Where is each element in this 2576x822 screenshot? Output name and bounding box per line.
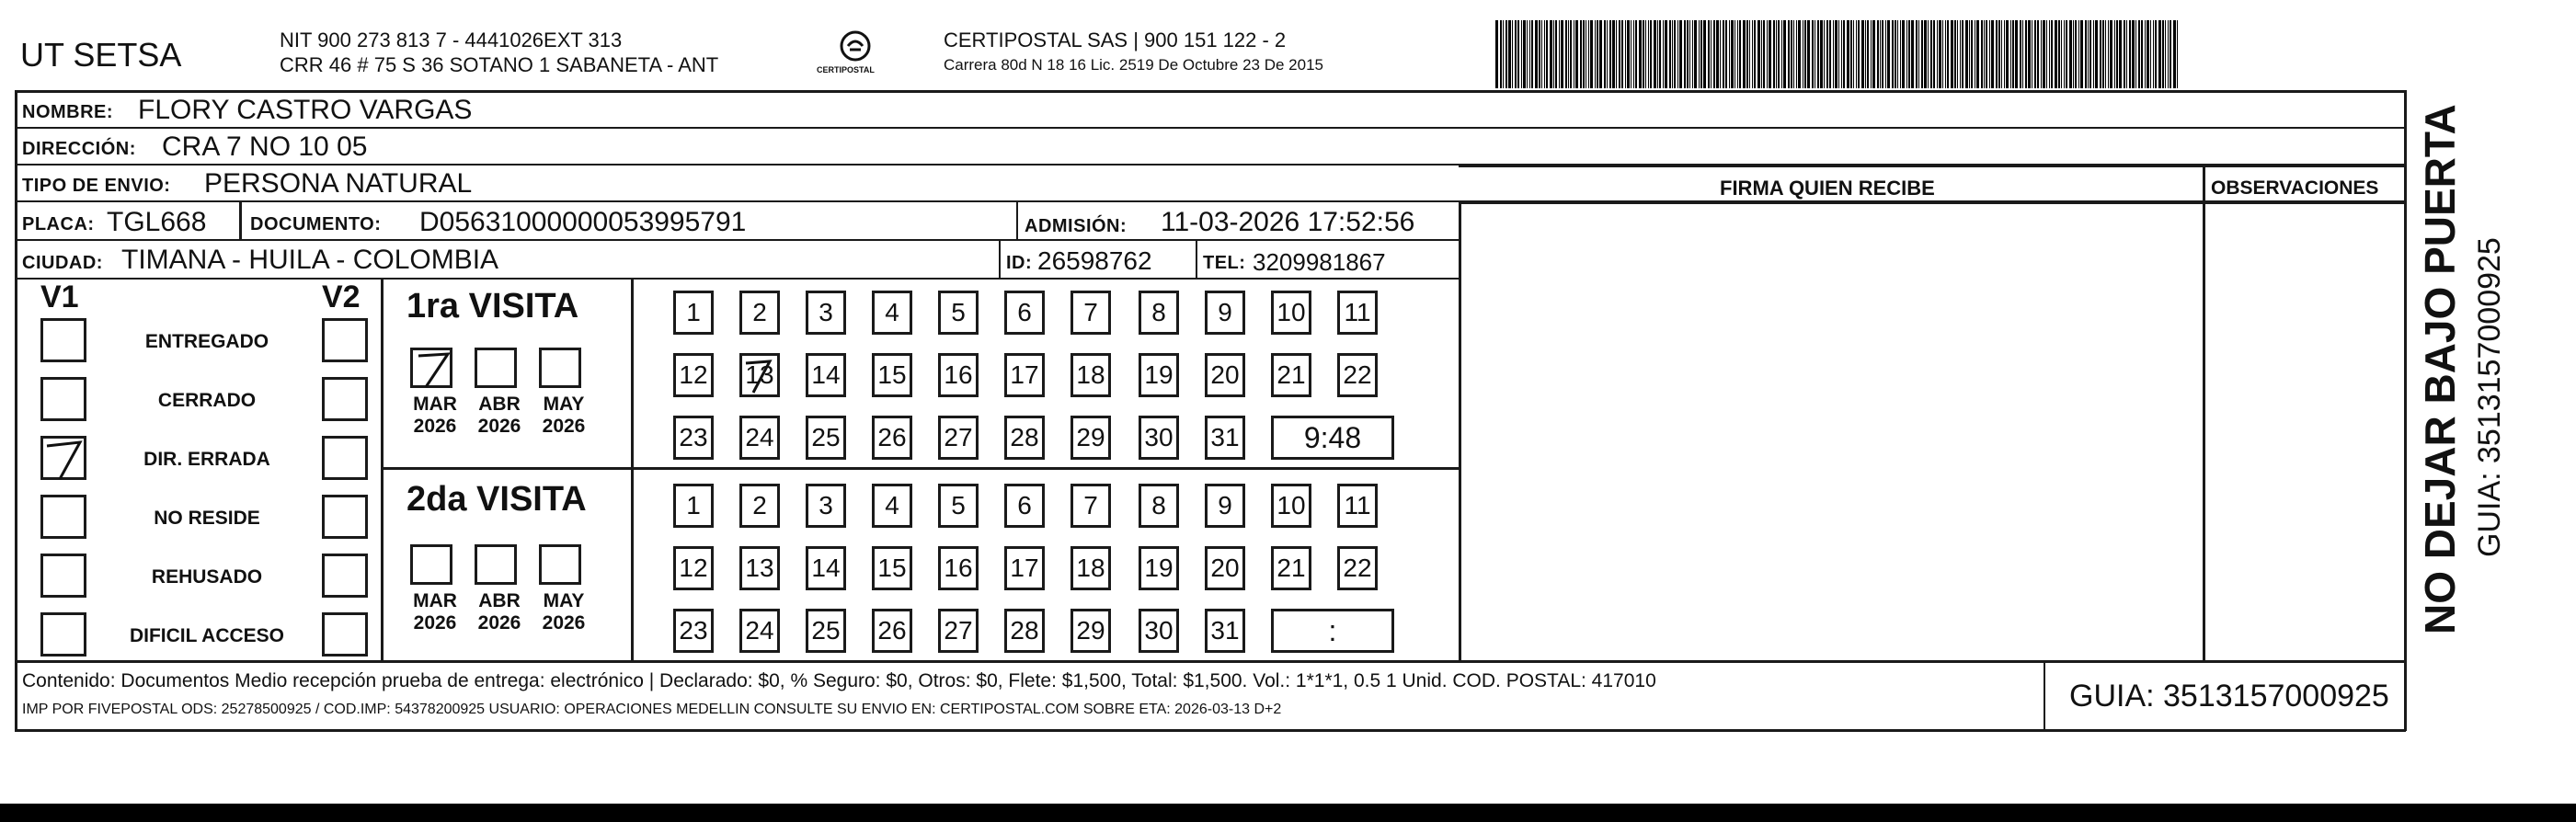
address-line: CRR 46 # 75 S 36 SOTANO 1 SABANETA - ANT: [280, 53, 719, 76]
first-visit-day-14[interactable]: [806, 353, 846, 397]
first-visit-day-8[interactable]: [1139, 291, 1179, 335]
footer-guia: GUIA: 3513157000925: [2069, 679, 2389, 714]
nombre-value: FLORY CASTRO VARGAS: [138, 95, 473, 125]
placa-value: TGL668: [107, 207, 207, 237]
row-line: [15, 239, 1459, 241]
day-number: 31: [1210, 616, 1240, 645]
day-number: 10: [1277, 298, 1306, 326]
second-visit-day-28[interactable]: [1004, 609, 1045, 653]
second-visit-day-29[interactable]: [1070, 609, 1111, 653]
right-border: [2404, 90, 2407, 731]
v1-checkbox-entregado[interactable]: [40, 318, 86, 362]
first-visit-day-29[interactable]: [1070, 416, 1111, 460]
first-visit-day-17[interactable]: [1004, 353, 1045, 397]
observaciones-header: OBSERVACIONES: [2211, 177, 2379, 199]
admision-value: 11-03-2026 17:52:56: [1161, 207, 1415, 237]
first-visit-month-label-may: [532, 394, 596, 438]
second-visit-day-26[interactable]: [872, 609, 912, 653]
day-number: 19: [1144, 360, 1174, 389]
check-mark-icon: [413, 350, 455, 391]
day-number: 26: [877, 423, 907, 451]
second-visit-day-17[interactable]: [1004, 546, 1045, 590]
first-visit-day-26[interactable]: [872, 416, 912, 460]
first-visit-day-21[interactable]: [1271, 353, 1311, 397]
col-line: [631, 280, 634, 660]
v2-checkbox-no-reside[interactable]: [322, 495, 368, 539]
first-visit-day-19[interactable]: [1139, 353, 1179, 397]
month-year: 2026: [477, 612, 521, 634]
first-visit-day-22[interactable]: [1337, 353, 1378, 397]
day-number: 8: [1151, 298, 1166, 326]
second-visit-month-box-mar[interactable]: [410, 544, 452, 585]
col-line: [2203, 166, 2205, 662]
second-visit-day-10[interactable]: [1271, 484, 1311, 528]
second-visit-day-22[interactable]: [1337, 546, 1378, 590]
first-visit-day-11[interactable]: [1337, 291, 1378, 335]
v1-checkbox-rehusado[interactable]: [40, 554, 86, 598]
row-line: [15, 127, 2406, 129]
v1-checkbox-dificil-acceso[interactable]: [40, 612, 86, 656]
second-visit-day-21[interactable]: [1271, 546, 1311, 590]
first-visit-day-28[interactable]: [1004, 416, 1045, 460]
second-visit-month-label-abr: [467, 590, 532, 634]
row-line: [1459, 202, 2406, 204]
id-value: 26598762: [1037, 246, 1152, 275]
second-visit-day-8[interactable]: [1139, 484, 1179, 528]
day-number: 27: [944, 423, 973, 451]
row-line: [381, 467, 1459, 470]
col-line: [1196, 241, 1197, 280]
first-visit-day-2[interactable]: [739, 291, 780, 335]
day-number: 13: [745, 554, 774, 582]
day-number: 11: [1344, 298, 1371, 326]
month-name: MAR: [413, 394, 457, 415]
first-visit-day-4[interactable]: [872, 291, 912, 335]
day-number: 6: [1017, 298, 1032, 326]
second-visit-day-14[interactable]: [806, 546, 846, 590]
v2-checkbox-rehusado[interactable]: [322, 554, 368, 598]
day-number: 29: [1076, 616, 1105, 645]
status-label-rehusado: REHUSADO: [151, 566, 263, 588]
day-number: 2: [752, 491, 767, 519]
v1-label: V1: [40, 280, 79, 314]
first-visit-day-31[interactable]: [1205, 416, 1245, 460]
day-number: 10: [1277, 491, 1306, 519]
day-number: 16: [944, 554, 973, 582]
status-label-cerrado: CERRADO: [157, 390, 257, 411]
first-visit-day-1[interactable]: [673, 291, 714, 335]
second-visit-day-30[interactable]: [1139, 609, 1179, 653]
first-visit-day-6[interactable]: [1004, 291, 1045, 335]
second-visit-day-20[interactable]: [1205, 546, 1245, 590]
day-number: 18: [1076, 360, 1105, 389]
second-visit-day-7[interactable]: [1070, 484, 1111, 528]
second-visit-day-25[interactable]: [806, 609, 846, 653]
barcode: [1495, 20, 2180, 88]
day-number: 16: [944, 360, 973, 389]
second-visit-day-5[interactable]: [938, 484, 979, 528]
first-visit-month-label-abr: [467, 394, 532, 438]
month-name: MAY: [543, 394, 585, 415]
first-visit-title: 1ra VISITA: [406, 287, 579, 325]
no-dejar-bajo-puerta: NO DEJAR BAJO PUERTA: [2416, 104, 2464, 634]
day-number: 17: [1010, 554, 1039, 582]
bottom-border: [15, 729, 2406, 732]
day-number: 17: [1010, 360, 1039, 389]
license-line: Carrera 80d N 18 16 Lic. 2519 De Octubre 23 De 2015: [944, 56, 1323, 74]
first-visit-month-box-abr[interactable]: [475, 348, 517, 388]
day-number: 9: [1218, 491, 1232, 519]
col-line: [239, 202, 242, 241]
status-label-dir-errada: DIR. ERRADA: [143, 449, 270, 470]
second-visit-day-9[interactable]: [1205, 484, 1245, 528]
admision-label: ADMISIÓN:: [1025, 216, 1128, 236]
v2-checkbox-dir-errada[interactable]: [322, 436, 368, 480]
day-number: 20: [1210, 554, 1240, 582]
day-number: 18: [1076, 554, 1105, 582]
first-visit-day-23[interactable]: [673, 416, 714, 460]
day-number: 28: [1010, 423, 1039, 451]
company-name: UT SETSA: [20, 36, 182, 74]
day-number: 5: [951, 298, 966, 326]
documento-value: D05631000000053995791: [419, 207, 747, 237]
first-visit-day-30[interactable]: [1139, 416, 1179, 460]
first-visit-day-20[interactable]: [1205, 353, 1245, 397]
second-visit-day-18[interactable]: [1070, 546, 1111, 590]
month-name: MAY: [543, 590, 585, 611]
day-number: 12: [679, 360, 708, 389]
day-number: 30: [1144, 423, 1174, 451]
v2-checkbox-entregado[interactable]: [322, 318, 368, 362]
day-number: 25: [811, 423, 841, 451]
tipo-envio-label: TIPO DE ENVIO:: [22, 176, 171, 196]
first-visit-day-16[interactable]: [938, 353, 979, 397]
month-year: 2026: [413, 416, 457, 438]
time-value: :: [1328, 614, 1337, 647]
col-line: [1016, 202, 1018, 241]
second-visit-day-4[interactable]: [872, 484, 912, 528]
second-visit-day-16[interactable]: [938, 546, 979, 590]
first-visit-day-12[interactable]: [673, 353, 714, 397]
first-visit-day-13[interactable]: [739, 353, 780, 397]
status-label-dificil-acceso: DIFICIL ACCESO: [129, 625, 284, 646]
day-number: 9: [1218, 298, 1232, 326]
day-number: 28: [1010, 616, 1039, 645]
certipostal-logo-icon: [809, 28, 901, 83]
second-visit-day-15[interactable]: [872, 546, 912, 590]
day-number: 6: [1017, 491, 1032, 519]
first-visit-day-9[interactable]: [1205, 291, 1245, 335]
second-visit-month-label-mar: [403, 590, 467, 634]
second-visit-day-3[interactable]: [806, 484, 846, 528]
v2-checkbox-cerrado[interactable]: [322, 377, 368, 421]
ciudad-value: TIMANA - HUILA - COLOMBIA: [121, 245, 499, 275]
first-visit-day-7[interactable]: [1070, 291, 1111, 335]
first-visit-day-15[interactable]: [872, 353, 912, 397]
month-year: 2026: [542, 416, 586, 438]
second-visit-day-13[interactable]: [739, 546, 780, 590]
day-number: 8: [1151, 491, 1166, 519]
day-number: 25: [811, 616, 841, 645]
second-visit-day-23[interactable]: [673, 609, 714, 653]
row-line: [15, 278, 1459, 280]
second-visit-day-31[interactable]: [1205, 609, 1245, 653]
v2-label: V2: [322, 280, 361, 314]
second-visit-month-box-abr[interactable]: [475, 544, 517, 585]
day-number: 3: [819, 491, 833, 519]
second-visit-day-12[interactable]: [673, 546, 714, 590]
first-visit-day-25[interactable]: [806, 416, 846, 460]
footer-top-line: [15, 660, 2406, 663]
second-visit-day-19[interactable]: [1139, 546, 1179, 590]
second-visit-month-label-may: [532, 590, 596, 634]
day-number: 30: [1144, 616, 1174, 645]
month-name: ABR: [478, 590, 521, 611]
day-number: 23: [679, 423, 708, 451]
col-line: [1459, 200, 1461, 662]
status-label-entregado: ENTREGADO: [144, 331, 269, 352]
carrier-line: CERTIPOSTAL SAS | 900 151 122 - 2: [944, 29, 1287, 51]
second-visit-time-field[interactable]: [1271, 609, 1394, 653]
v1-checkbox-cerrado[interactable]: [40, 377, 86, 421]
certipostal-logo: [809, 28, 901, 83]
day-number: 21: [1277, 554, 1306, 582]
tel-label: TEL:: [1203, 253, 1246, 273]
month-year: 2026: [413, 612, 457, 634]
footer-line-2: IMP POR FIVEPOSTAL ODS: 25278500925 / COD.IMP: 54378200925 USUARIO: OPERACIONES MEDELLIN CONSULTE SU ENVIO EN: CERTIPOSTAL.COM SOBRE ETA: 2026-03-13 D+2: [22, 702, 1282, 717]
day-number: 11: [1344, 491, 1371, 519]
first-visit-day-18[interactable]: [1070, 353, 1111, 397]
check-mark-icon: [742, 356, 779, 396]
tipo-envio-value: PERSONA NATURAL: [204, 168, 473, 199]
top-border: [15, 90, 2406, 93]
firma-header: FIRMA QUIEN RECIBE: [1720, 177, 1935, 200]
day-number: 29: [1076, 423, 1105, 451]
direccion-label: DIRECCIÓN:: [22, 139, 136, 159]
second-visit-day-27[interactable]: [938, 609, 979, 653]
side-guia: GUIA: 3513157000925: [2472, 237, 2507, 557]
day-number: 31: [1210, 423, 1240, 451]
v1-checkbox-dir-errada[interactable]: [40, 436, 86, 480]
first-visit-time-field[interactable]: [1271, 416, 1394, 460]
day-number: 24: [745, 423, 774, 451]
first-visit-day-24[interactable]: [739, 416, 780, 460]
day-number: 7: [1083, 491, 1098, 519]
day-number: 3: [819, 298, 833, 326]
day-number: 13: [745, 360, 774, 389]
status-label-no-reside: NO RESIDE: [154, 508, 260, 529]
col-line: [381, 280, 384, 660]
first-visit-day-5[interactable]: [938, 291, 979, 335]
logo-text: CERTIPOSTAL: [817, 65, 875, 74]
first-visit-month-box-mar[interactable]: [410, 348, 452, 388]
time-value: 9:48: [1303, 421, 1362, 454]
tel-value: 3209981867: [1253, 248, 1386, 276]
day-number: 14: [811, 360, 841, 389]
day-number: 7: [1083, 298, 1098, 326]
nombre-label: NOMBRE:: [22, 102, 114, 122]
footer-line-1: Contenido: Documentos Medio recepción prueba de entrega: electrónico | Declarado: $0, % Seguro: $0, Otros: $0, Flete: $1,500, Total: $1,500. Vol.: 1*1*1, 0.5 1 Unid. COD. POSTAL: 417010: [22, 670, 1656, 691]
day-number: 24: [745, 616, 774, 645]
second-visit-month-box-may[interactable]: [539, 544, 581, 585]
day-number: 2: [752, 298, 767, 326]
day-number: 21: [1277, 360, 1306, 389]
first-visit-day-10[interactable]: [1271, 291, 1311, 335]
col-line: [2044, 662, 2045, 731]
nit-line: NIT 900 273 813 7 - 4441026EXT 313: [280, 29, 623, 51]
day-number: 15: [877, 360, 907, 389]
first-visit-day-27[interactable]: [938, 416, 979, 460]
day-number: 22: [1343, 554, 1372, 582]
second-visit-title: 2da VISITA: [406, 480, 587, 519]
day-number: 14: [811, 554, 841, 582]
day-number: 1: [686, 491, 701, 519]
placa-label: PLACA:: [22, 214, 95, 234]
month-name: MAR: [413, 590, 457, 611]
direccion-value: CRA 7 NO 10 05: [162, 131, 368, 162]
second-visit-day-6[interactable]: [1004, 484, 1045, 528]
bottom-black-bar: [0, 804, 2576, 822]
day-number: 12: [679, 554, 708, 582]
ciudad-label: CIUDAD:: [22, 253, 103, 273]
day-number: 19: [1144, 554, 1174, 582]
left-border: [15, 90, 17, 731]
v2-checkbox-dificil-acceso[interactable]: [322, 612, 368, 656]
day-number: 4: [885, 298, 899, 326]
day-number: 15: [877, 554, 907, 582]
second-visit-day-1[interactable]: [673, 484, 714, 528]
first-visit-month-box-may[interactable]: [539, 348, 581, 388]
day-number: 20: [1210, 360, 1240, 389]
check-mark-icon: [43, 439, 89, 483]
month-year: 2026: [477, 416, 521, 438]
id-label: ID:: [1006, 253, 1033, 273]
col-line: [999, 241, 1001, 280]
day-number: 22: [1343, 360, 1372, 389]
first-visit-day-3[interactable]: [806, 291, 846, 335]
v1-checkbox-no-reside[interactable]: [40, 495, 86, 539]
first-visit-month-label-mar: [403, 394, 467, 438]
day-number: 5: [951, 491, 966, 519]
day-number: 1: [686, 298, 701, 326]
second-visit-day-24[interactable]: [739, 609, 780, 653]
second-visit-day-2[interactable]: [739, 484, 780, 528]
month-year: 2026: [542, 612, 586, 634]
second-visit-day-11[interactable]: [1337, 484, 1378, 528]
day-number: 27: [944, 616, 973, 645]
day-number: 23: [679, 616, 708, 645]
day-number: 26: [877, 616, 907, 645]
row-line: [1459, 166, 2406, 167]
documento-label: DOCUMENTO:: [250, 214, 382, 234]
day-number: 4: [885, 491, 899, 519]
month-name: ABR: [478, 394, 521, 415]
